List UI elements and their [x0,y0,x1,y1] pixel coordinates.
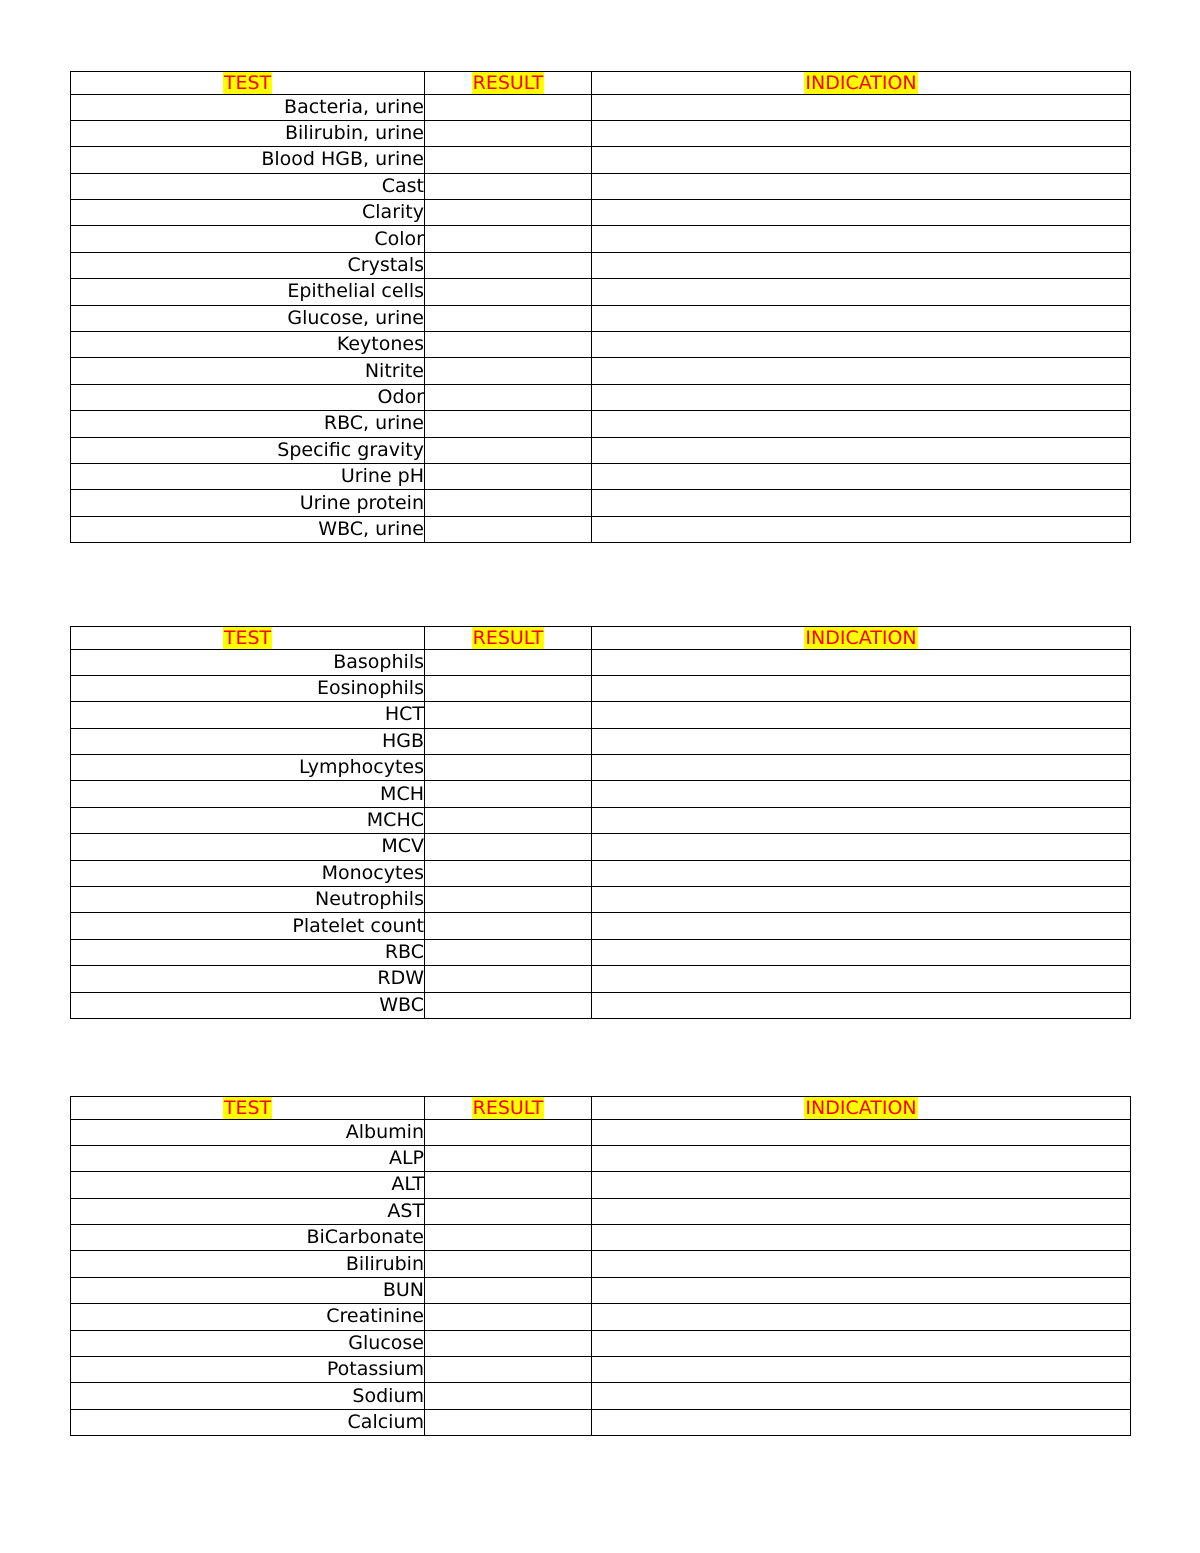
table-row [71,807,1131,833]
table-row [71,966,1131,992]
result-cell[interactable] [425,913,592,939]
test-name-cell: Blood HGB, urine [71,147,425,173]
test-name-cell: RBC [71,939,425,965]
result-cell[interactable] [425,1198,592,1224]
result-column-header [425,1097,592,1120]
test-name-cell: Basophils [71,649,425,675]
table-row [71,279,1131,305]
header-row [71,72,1131,95]
result-cell[interactable] [425,807,592,833]
result-cell[interactable] [425,173,592,199]
table-row [71,120,1131,146]
result-cell[interactable] [425,728,592,754]
table-row [71,702,1131,728]
test-name-cell: Creatinine [71,1304,425,1330]
result-cell[interactable] [425,1330,592,1356]
test-name-cell: Nitrite [71,358,425,384]
test-name-cell: Platelet count [71,913,425,939]
test-name-cell: Crystals [71,252,425,278]
indication-cell[interactable] [592,913,1131,939]
indication-cell[interactable] [592,1357,1131,1383]
table-row [71,94,1131,120]
indication-cell[interactable] [592,649,1131,675]
test-name-cell: Urine protein [71,490,425,516]
table-row [71,305,1131,331]
test-name-cell: Bilirubin, urine [71,120,425,146]
test-name-cell: Urine pH [71,463,425,489]
result-cell[interactable] [425,1383,592,1409]
result-header-label: RESULT [472,1096,544,1119]
result-cell[interactable] [425,781,592,807]
result-cell[interactable] [425,1304,592,1330]
table-row [71,1225,1131,1251]
result-cell[interactable] [425,490,592,516]
indication-cell[interactable] [592,992,1131,1018]
result-cell[interactable] [425,120,592,146]
indication-cell[interactable] [592,173,1131,199]
chemistry-panel-table [70,1096,1131,1436]
indication-cell[interactable] [592,1145,1131,1171]
indication-cell[interactable] [592,1277,1131,1303]
header-row [71,1097,1131,1120]
result-cell[interactable] [425,966,592,992]
test-name-cell: Sodium [71,1383,425,1409]
indication-cell[interactable] [592,781,1131,807]
result-cell[interactable] [425,939,592,965]
test-header-label: TEST [223,71,272,94]
test-name-cell: Monocytes [71,860,425,886]
indication-cell[interactable] [592,490,1131,516]
indication-cell[interactable] [592,279,1131,305]
result-cell[interactable] [425,252,592,278]
table-row [71,1277,1131,1303]
indication-cell[interactable] [592,702,1131,728]
test-name-cell: Neutrophils [71,887,425,913]
result-cell[interactable] [425,1119,592,1145]
indication-cell[interactable] [592,1251,1131,1277]
indication-cell[interactable] [592,675,1131,701]
indication-cell[interactable] [592,755,1131,781]
test-name-cell: Glucose [71,1330,425,1356]
result-cell[interactable] [425,1145,592,1171]
indication-header-label: INDICATION [805,71,917,94]
test-name-cell: Bacteria, urine [71,94,425,120]
result-cell[interactable] [425,702,592,728]
result-cell[interactable] [425,1277,592,1303]
table-row [71,437,1131,463]
test-name-cell: Calcium [71,1409,425,1435]
indication-cell[interactable] [592,966,1131,992]
table-row [71,516,1131,542]
table-row [71,1304,1131,1330]
test-name-cell: HGB [71,728,425,754]
indication-cell[interactable] [592,1330,1131,1356]
indication-cell[interactable] [592,305,1131,331]
indication-cell[interactable] [592,1119,1131,1145]
test-name-cell: Glucose, urine [71,305,425,331]
urinalysis-table [70,71,1131,543]
indication-cell[interactable] [592,226,1131,252]
test-header-label: TEST [223,1096,272,1119]
result-cell[interactable] [425,332,592,358]
test-name-cell: MCH [71,781,425,807]
table-row [71,1330,1131,1356]
indication-header-label: INDICATION [805,1096,917,1119]
table-row [71,332,1131,358]
result-cell[interactable] [425,147,592,173]
indication-cell[interactable] [592,147,1131,173]
table-row [71,939,1131,965]
indication-cell[interactable] [592,463,1131,489]
table-row [71,1251,1131,1277]
indication-cell[interactable] [592,1225,1131,1251]
result-cell[interactable] [425,358,592,384]
table-body [71,72,1131,543]
indication-cell[interactable] [592,411,1131,437]
table-row [71,147,1131,173]
table-row [71,411,1131,437]
test-name-cell: BiCarbonate [71,1225,425,1251]
table-row [71,728,1131,754]
test-name-cell: Bilirubin [71,1251,425,1277]
result-cell[interactable] [425,1251,592,1277]
table-row [71,1383,1131,1409]
result-cell[interactable] [425,94,592,120]
indication-cell[interactable] [592,120,1131,146]
table-row [71,1119,1131,1145]
result-cell[interactable] [425,675,592,701]
result-cell[interactable] [425,384,592,410]
table-row [71,1357,1131,1383]
indication-column-header [592,72,1131,95]
result-cell[interactable] [425,463,592,489]
table-row [71,384,1131,410]
test-column-header [71,627,425,650]
table-row [71,1145,1131,1171]
result-cell[interactable] [425,305,592,331]
test-name-cell: WBC, urine [71,516,425,542]
test-name-cell: Potassium [71,1357,425,1383]
test-name-cell: ALP [71,1145,425,1171]
table-row [71,913,1131,939]
indication-header-label: INDICATION [805,626,917,649]
test-name-cell: Keytones [71,332,425,358]
table-row [71,1409,1131,1435]
indication-cell[interactable] [592,94,1131,120]
indication-cell[interactable] [592,516,1131,542]
test-name-cell: Specific gravity [71,437,425,463]
blood-count-table [70,626,1131,1019]
test-name-cell: MCV [71,834,425,860]
test-name-cell: RBC, urine [71,411,425,437]
result-cell[interactable] [425,226,592,252]
indication-cell[interactable] [592,200,1131,226]
table-row [71,781,1131,807]
table-row [71,649,1131,675]
indication-cell[interactable] [592,807,1131,833]
test-name-cell: ALT [71,1172,425,1198]
result-cell[interactable] [425,1409,592,1435]
indication-cell[interactable] [592,252,1131,278]
indication-cell[interactable] [592,1409,1131,1435]
table-row [71,173,1131,199]
result-cell[interactable] [425,1225,592,1251]
test-name-cell: Eosinophils [71,675,425,701]
indication-cell[interactable] [592,332,1131,358]
result-cell[interactable] [425,1172,592,1198]
test-name-cell: Lymphocytes [71,755,425,781]
indication-cell[interactable] [592,437,1131,463]
table-body [71,627,1131,1019]
test-column-header [71,1097,425,1120]
test-name-cell: Odor [71,384,425,410]
result-cell[interactable] [425,279,592,305]
test-column-header [71,72,425,95]
result-header-label: RESULT [472,626,544,649]
result-cell[interactable] [425,992,592,1018]
test-name-cell: BUN [71,1277,425,1303]
indication-cell[interactable] [592,860,1131,886]
test-name-cell: WBC [71,992,425,1018]
table-row [71,834,1131,860]
table-row [71,463,1131,489]
result-cell[interactable] [425,437,592,463]
test-name-cell: HCT [71,702,425,728]
table-body [71,1097,1131,1436]
result-cell[interactable] [425,516,592,542]
indication-cell[interactable] [592,358,1131,384]
test-name-cell: MCHC [71,807,425,833]
table-row [71,226,1131,252]
table-row [71,200,1131,226]
table-row [71,992,1131,1018]
test-name-cell: Epithelial cells [71,279,425,305]
table-row [71,1172,1131,1198]
result-column-header [425,72,592,95]
test-name-cell: Albumin [71,1119,425,1145]
indication-column-header [592,627,1131,650]
result-cell[interactable] [425,1357,592,1383]
result-cell[interactable] [425,755,592,781]
indication-cell[interactable] [592,939,1131,965]
indication-cell[interactable] [592,1172,1131,1198]
test-name-cell: Color [71,226,425,252]
table-row [71,887,1131,913]
table-row [71,252,1131,278]
result-cell[interactable] [425,887,592,913]
indication-cell[interactable] [592,1198,1131,1224]
indication-cell[interactable] [592,1304,1131,1330]
test-name-cell: Cast [71,173,425,199]
table-row [71,490,1131,516]
table-row [71,1198,1131,1224]
table-row [71,755,1131,781]
result-header-label: RESULT [472,71,544,94]
indication-cell[interactable] [592,887,1131,913]
test-name-cell: RDW [71,966,425,992]
indication-column-header [592,1097,1131,1120]
result-cell[interactable] [425,200,592,226]
table-row [71,860,1131,886]
header-row [71,627,1131,650]
indication-cell[interactable] [592,728,1131,754]
result-cell[interactable] [425,834,592,860]
indication-cell[interactable] [592,384,1131,410]
indication-cell[interactable] [592,834,1131,860]
table-row [71,358,1131,384]
result-cell[interactable] [425,860,592,886]
test-header-label: TEST [223,626,272,649]
result-cell[interactable] [425,411,592,437]
test-name-cell: AST [71,1198,425,1224]
indication-cell[interactable] [592,1383,1131,1409]
result-column-header [425,627,592,650]
result-cell[interactable] [425,649,592,675]
test-name-cell: Clarity [71,200,425,226]
table-row [71,675,1131,701]
